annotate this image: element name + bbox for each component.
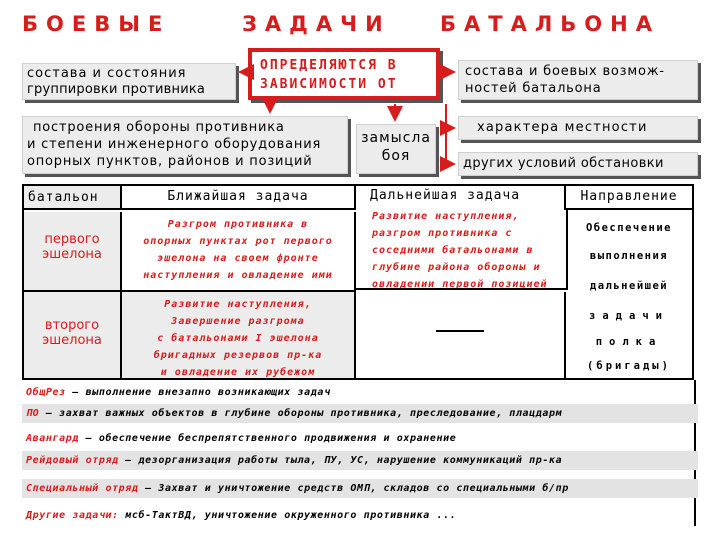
second-echelon-line-1: второго <box>44 318 100 333</box>
title-part-2: ЗАДАЧИ <box>242 12 391 36</box>
direction-line: дальнейшей <box>589 280 669 292</box>
header-battalion-label: батальон <box>28 190 99 205</box>
first-echelon-further-task <box>356 208 568 290</box>
task-line: опорных пунктах рот первого <box>143 236 333 247</box>
task-line: Завершение разгрома <box>171 316 305 327</box>
header-battalion <box>24 186 122 210</box>
task-strip-other <box>22 506 698 525</box>
title-part-1: БОЕВЫЕ <box>22 12 171 36</box>
factor-line: состава и боевых возмож- <box>465 64 665 79</box>
task-strip-raid <box>22 451 698 470</box>
second-echelon-label <box>24 292 122 378</box>
second-echelon-line-2: эшелона <box>42 333 102 348</box>
task-line: разгром противника с <box>372 228 513 239</box>
header-direction-label: Направление <box>580 189 678 204</box>
strip-text: – захват важных объектов в глубине обороны противника, преследование, плацдарм <box>39 408 563 419</box>
strip-prefix: Специальный отряд <box>26 483 139 494</box>
factor-line: замысла <box>361 130 431 146</box>
direction-line: задачи <box>589 310 669 322</box>
direction-line: полка <box>595 336 663 348</box>
task-line: Развитие наступления, <box>372 211 520 222</box>
strip-text: – выполнение внезапно возникающих задач <box>65 387 331 398</box>
strip-prefix: ОбщРез <box>26 387 66 398</box>
task-line: с батальонами I эшелона <box>157 333 319 344</box>
strip-text: – дезорганизация работы тыла, ПУ, УС, нарушение коммуникаций пр-ка <box>118 455 563 466</box>
second-echelon-further-task <box>356 292 566 378</box>
determined-by-line-1: ОПРЕДЕЛЯЮТСЯ В <box>260 58 398 73</box>
first-echelon-line-2: эшелона <box>42 247 102 262</box>
task-line: и овладение их рубежом <box>160 367 316 378</box>
direction-line: выполнения <box>589 250 669 262</box>
determined-by-line-2: ЗАВИСИМОСТИ ОТ <box>260 77 398 92</box>
strip-prefix: ПО <box>26 408 40 419</box>
header-nearest-task <box>122 186 356 210</box>
title-part-3: БАТАЛЬОНА <box>440 12 660 36</box>
factor-line: состава и состояния <box>27 66 187 81</box>
factor-line: опорных пунктов, районов и позиций <box>27 154 313 169</box>
first-echelon-line-1: первого <box>44 232 100 247</box>
task-strip-general-reserve <box>22 383 698 402</box>
direction-cell <box>566 212 692 378</box>
first-echelon-label <box>24 212 122 292</box>
tasks-table <box>22 184 694 380</box>
task-line: глубине района обороны и <box>372 262 541 273</box>
arrows-overlay <box>0 0 720 190</box>
factor-line: характера местности <box>477 120 648 135</box>
task-line: овладении первой позицией <box>372 279 548 290</box>
second-echelon-nearest-task <box>122 290 356 378</box>
direction-line: Обеспечение <box>585 222 673 234</box>
strip-text: мсб-ТактВД, уничтожение окруженного противника ... <box>118 510 457 521</box>
task-line: соседними батальонами в <box>372 245 534 256</box>
header-direction <box>566 186 692 210</box>
strip-text: – Захват и уничтожение средств ОМП, складов со специальными б/пр <box>138 483 569 494</box>
task-line: наступления и овладение ими <box>143 270 333 281</box>
factor-line: построения обороны противника <box>33 120 285 135</box>
no-task-dash <box>436 330 484 332</box>
header-nearest-label: Ближайшая задача <box>167 189 309 204</box>
direction-line: (бригады) <box>587 360 671 372</box>
strip-prefix: Авангард <box>26 433 79 444</box>
header-further-task <box>356 186 566 210</box>
strip-text: – обеспечение беспрепятственного продвижения и охранение <box>78 433 457 444</box>
task-line: Разгром противника в <box>167 219 309 230</box>
header-further-label: Дальнейшая задача <box>370 188 521 203</box>
factor-line: других условий обстановки <box>463 156 664 171</box>
task-strip-pdo <box>22 404 698 423</box>
task-strip-special <box>22 479 698 498</box>
factor-line: и степени инженерного оборудования <box>27 137 322 152</box>
task-line: Развитие наступления, <box>164 299 312 310</box>
factor-line: ностей батальона <box>465 81 602 96</box>
first-echelon-nearest-task <box>122 212 356 290</box>
task-strip-vanguard <box>22 429 698 448</box>
factor-line: группировки противника <box>27 82 206 97</box>
strip-prefix: Другие задачи: <box>26 510 119 521</box>
task-line: эшелона на своем фронте <box>157 253 319 264</box>
factor-line: боя <box>381 148 411 164</box>
strip-prefix: Рейдовый отряд <box>26 455 119 466</box>
task-line: бригадных резервов пр-ка <box>153 350 323 361</box>
